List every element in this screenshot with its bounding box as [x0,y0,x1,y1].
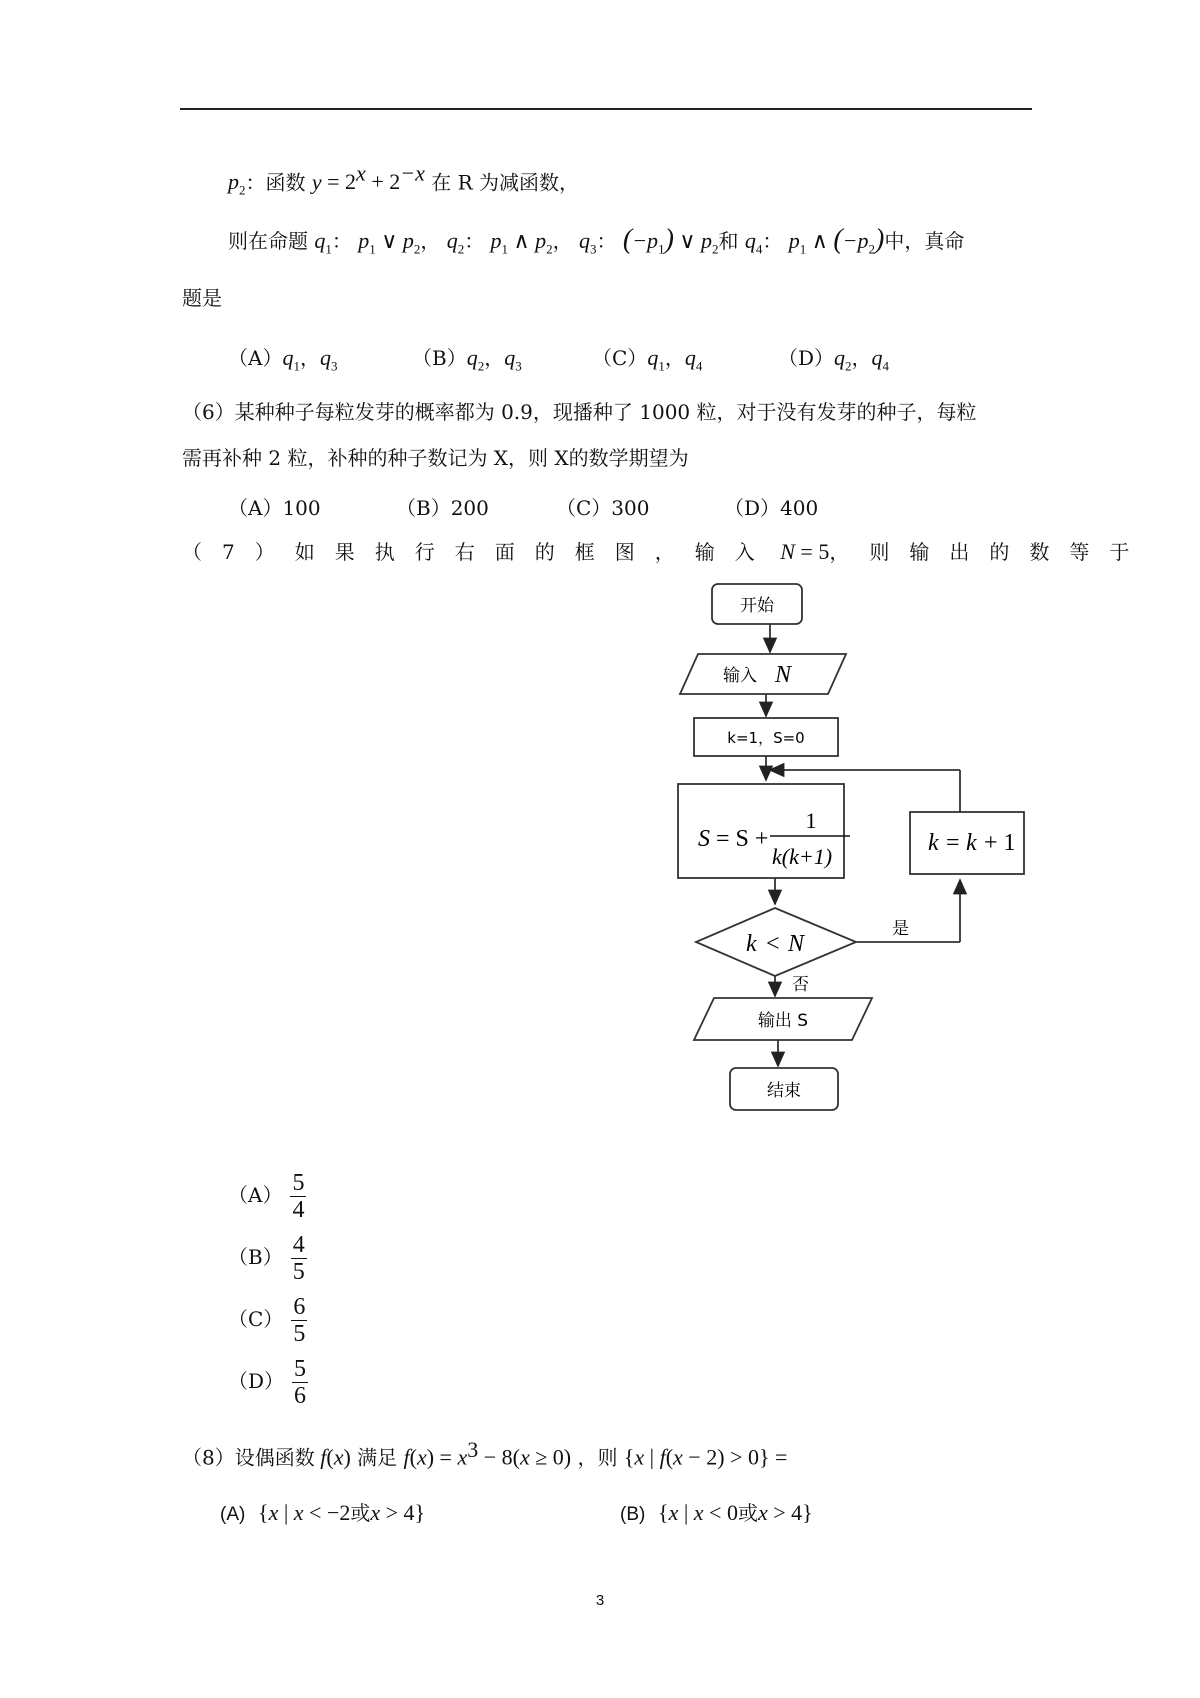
flow-end-label: 结束 [767,1081,801,1101]
q5-option-c: $(C)q_1$，$q_4$ [592,345,703,374]
flow-no-label: 否 [792,975,809,995]
q7-option-b: （B） $\frac{4}{5}$ [228,1232,305,1285]
q6-option-b: （B）200 [396,496,489,520]
q5-option-d: $(D)q_2$，$q_4$ [778,345,890,374]
q6-option-d: （D）400 [724,496,819,520]
q8-option-a: (A) {x | x < −2或x > 4} [220,1500,426,1525]
q5-tail-line: 题是 [182,286,222,310]
flow-increment-label: k [928,830,939,856]
q5-option-a: $(A)q_1$，$q_3$ [228,345,338,374]
q7-option-c: （C） $\frac{6}{5}$ [228,1294,306,1347]
flow-input-var: N [775,662,792,688]
q6-line-1: （6）某种种子每粒发芽的概率都为 0.9，现播种了 1000 粒，对于没有发芽的种子，每粒 [182,400,977,424]
q8-prompt: （8）设偶函数 f(x) 满足 $f(x) = x^3 - 8(x \ge 0)$ ，则 {x | f(x − 2) > 0} = [182,1437,788,1470]
svg-text:k: k [966,830,977,856]
q6-line-2: 需再补种 2 粒，补种的种子数记为 X，则 X的数学期望为 [182,446,689,470]
q6-option-c: （C）300 [556,496,650,520]
page-number: 3 [595,1592,605,1609]
svg-text:1: 1 [805,808,817,833]
svg-text:+ 1: + 1 [984,830,1016,856]
flow-process-lhs: S [698,826,710,852]
svg-text:= S +: = S + [716,826,769,852]
flow-start-label: 开始 [740,596,774,616]
q6-option-a: （A）100 [228,496,321,520]
q5-option-b: $(B)q_2$，$q_3$ [412,345,522,374]
q7-prompt: （7）如果执行右面的框图，输入 N = 5，则输出的数等于 [182,539,1150,564]
flow-yes-label: 是 [892,919,909,939]
svg-text:k(k+1): k(k+1) [772,844,833,869]
svg-text:N: N [788,931,805,957]
flow-input-shape [680,654,846,694]
flow-init-label: k=1，S=0 [727,729,805,747]
q7-option-d: （D） $\frac{5}{6}$ [228,1356,307,1409]
q8-option-b: (B) {x | x < 0或x > 4} [620,1500,813,1525]
q5-p2-line: $p_2$：函数 $y = 2^x + 2^{-x}$ 在 R 为减函数， [228,161,579,198]
flow-input-label: 输入 [723,666,757,686]
flow-output-label: 输出 S [757,1011,809,1031]
svg-text:<: < [766,931,780,957]
q7-option-a: （A） $\frac{5}{4}$ [228,1170,305,1223]
svg-text:=: = [946,830,960,856]
flow-decision-label: k [746,931,757,957]
q5-propositions-line: 则在命题 $q_1$： $p_1$ ∨ $p_2$， $q_2$： $p_1$ ∧ $p_2$， $q_3$： $(-p_1)$ ∨ $p_2$和 $q_4$： $p_1$ ∧ $(-p_2)$中，真命 [228,224,965,257]
